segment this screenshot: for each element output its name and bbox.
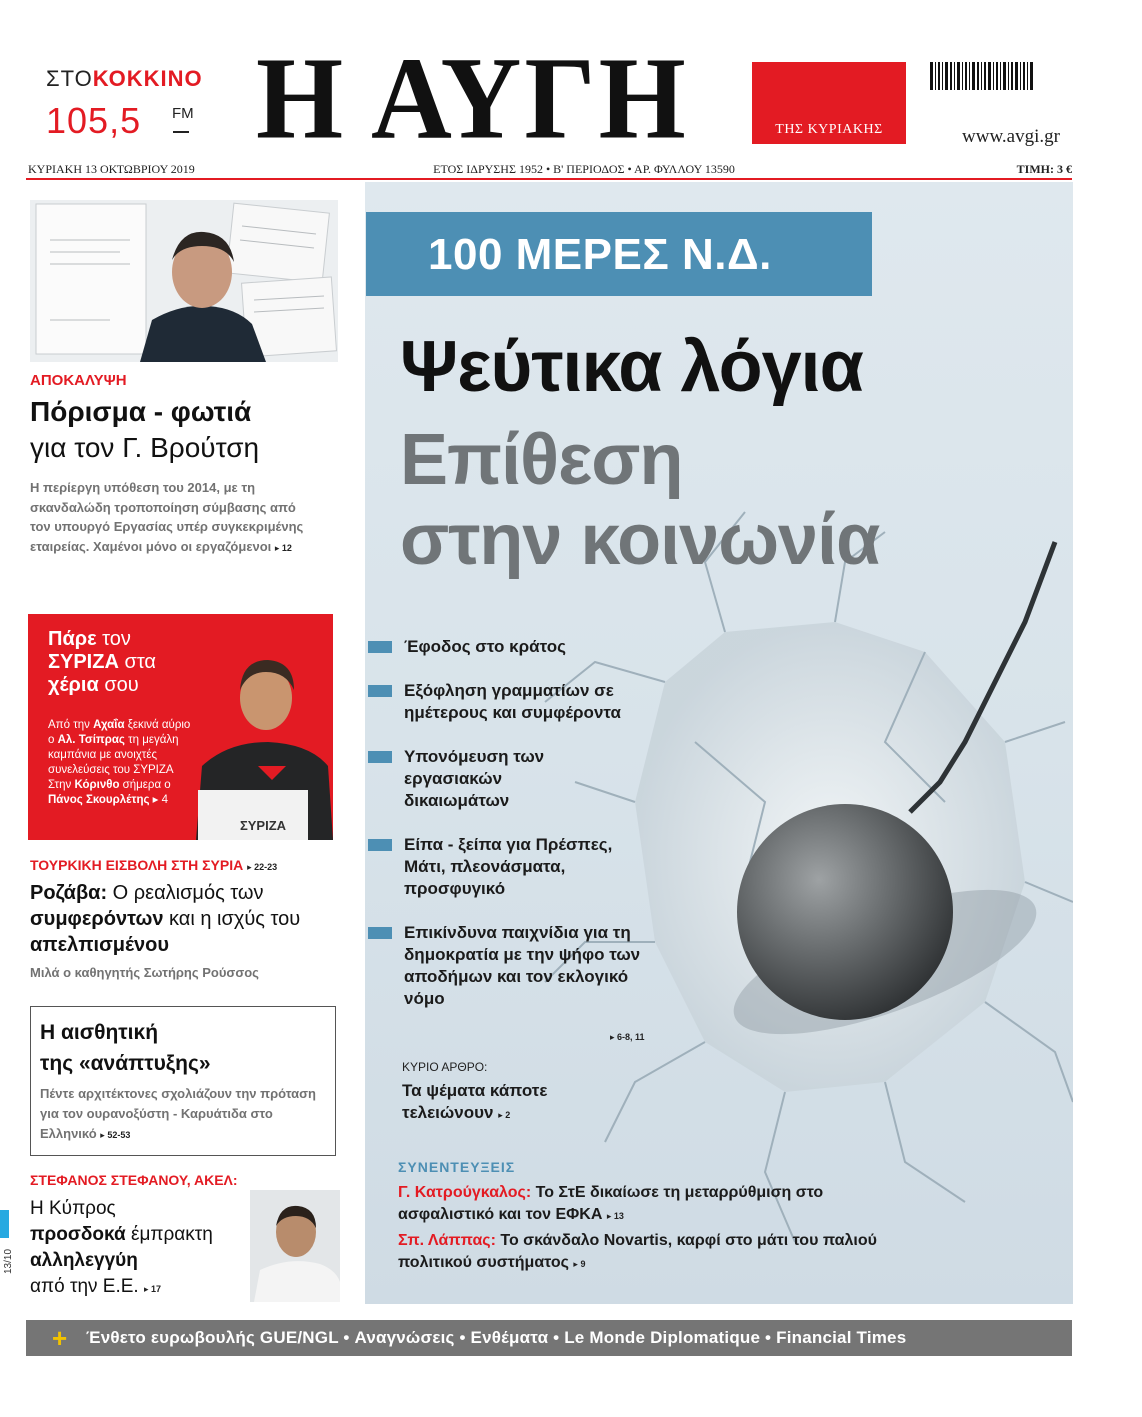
syriza-ad[interactable] bbox=[28, 614, 333, 840]
revelation-label: ΑΠΟΚΑΛΥΨΗ bbox=[30, 372, 127, 389]
interview-item[interactable] bbox=[398, 1182, 918, 1227]
main-banner-text: 100 ΜΕΡΕΣ Ν.Δ. bbox=[428, 230, 772, 279]
radio-logo-red: ΚΟΚΚΙΝΟ bbox=[92, 66, 203, 91]
main-headline[interactable]: Ψεύτικα λόγια bbox=[400, 327, 863, 407]
main-article-label: ΚΥΡΙΟ ΑΡΘΡΟ: bbox=[402, 1060, 488, 1074]
masthead-rule bbox=[26, 178, 1072, 180]
page-ref: ▸ 22-23 bbox=[247, 862, 278, 872]
syriza-headline: Πάρε τον ΣΥΡΙΖΑ στα χέρια σου bbox=[48, 628, 156, 696]
main-bullets bbox=[368, 636, 668, 1032]
page-ref: ▸ 13 bbox=[606, 1211, 624, 1221]
main-article-ref: ▸ 2 bbox=[498, 1110, 511, 1120]
page-ref: ▸ 52-53 bbox=[100, 1130, 131, 1140]
syriza-text: Από την Αχαΐα ξεκινά αύριο ο Αλ. Τσίπρας τη μεγάλη καμπάνια με ανοιχτές συνελεύσεις του ΣΥΡΙΖΑ Στην Κόρινθο σήμερα ο Πάνος Σκουρλέτης ▸ 4 bbox=[48, 719, 191, 806]
anaptyxi-text: Πέντε αρχιτέκτονες σχολιάζουν την πρόταση για τον ουρανοξύστη - Καρυάτιδα στο Ελληνικό ▸ 52-53 bbox=[40, 1086, 316, 1141]
porisma-headline[interactable]: Πόρισμα - φωτιά bbox=[30, 396, 252, 427]
stefanou-label: ΣΤΕΦΑΝΟΣ ΣΤΕΦΑΝΟΥ, ΑΚΕΛ: bbox=[30, 1172, 238, 1188]
interview-text: Το σκάνδαλο Novartis, καρφί στο μάτι του παλιού πολιτικού συστήματος bbox=[398, 1232, 877, 1271]
barcode-icon bbox=[930, 62, 1070, 100]
website-url[interactable]: www.avgi.gr bbox=[962, 126, 1060, 147]
radio-fm-label: FM bbox=[172, 105, 194, 122]
newspaper-title: Η ΑΥΓΗ bbox=[256, 33, 689, 164]
main-article-title[interactable]: Τα ψέματα κάποτε τελειώνουν ▸ 2 bbox=[402, 1081, 548, 1122]
bullet-item: Υπονόμευση των εργασιακών δικαιωμάτων bbox=[368, 746, 608, 812]
main-subhead-line2: στην κοινωνία bbox=[400, 500, 880, 580]
page-ref: ▸ 4 bbox=[152, 794, 169, 806]
supplements-text: Ένθετο ευρωβουλής GUE/NGL • Αναγνώσεις • Ενθέματα • Le Monde Diplomatique • Financial Times bbox=[86, 1328, 907, 1347]
rozava-headline[interactable]: Ροζάβα: Ο ρεαλισμός των συμφερόντων και η ισχύς του απελπισμένου bbox=[30, 882, 301, 956]
side-date: 13/10 bbox=[3, 1248, 15, 1275]
interviewee-name: Γ. Κατρούγκαλος: bbox=[398, 1184, 532, 1201]
page-ref: ▸ 9 bbox=[573, 1259, 586, 1269]
porisma-text: Η περίεργη υπόθεση του 2014, με τη σκανδαλώδη τροποποίηση σύμβασης από τον υπουργό Εργασίας υπέρ συγκεκριμένης εταιρείας. Χαμένοι μόνο οι εργαζόμενοι ▸ 12 bbox=[30, 480, 304, 554]
page-ref: ▸ 12 bbox=[274, 542, 292, 553]
interview-item[interactable] bbox=[398, 1230, 928, 1275]
bullet-item: Επικίνδυνα παιχνίδια για τη δημοκρατία με την ψήφο των αποδήμων και τον εκλογικό νόμο bbox=[368, 922, 658, 1010]
main-subhead-line1: Επίθεση bbox=[400, 420, 683, 500]
turkish-invasion-label: ΤΟΥΡΚΙΚΗ ΕΙΣΒΟΛΗ ΣΤΗ ΣΥΡΙΑ ▸ 22-23 bbox=[30, 857, 278, 873]
rozava-subtitle: Μιλά ο καθηγητής Σωτήρης Ρούσσος bbox=[30, 965, 259, 980]
vroutsis-photo bbox=[30, 200, 338, 362]
porisma-subheadline[interactable]: για τον Γ. Βρούτση bbox=[30, 432, 260, 463]
anaptyxi-headline: Η αισθητική της «ανάπτυξης» bbox=[40, 1021, 211, 1075]
edition-badge bbox=[752, 62, 906, 144]
page-ref: ▸ 17 bbox=[143, 1284, 162, 1294]
issue-date: ΚΥΡΙΑΚΗ 13 ΟΚΤΩΒΡΙΟΥ 2019 bbox=[28, 162, 195, 176]
interview-text: Το ΣτΕ δικαίωσε τη μεταρρύθμιση στο ασφαλιστικό και τον ΕΦΚΑ bbox=[398, 1184, 824, 1223]
syriza-podium-label: ΣΥΡΙΖΑ bbox=[239, 818, 287, 833]
price: ΤΙΜΗ: 3 € bbox=[1016, 162, 1072, 176]
side-tab bbox=[0, 1210, 9, 1238]
bullet-item: Έφοδος στο κράτος bbox=[368, 636, 608, 658]
main-subhead[interactable] bbox=[400, 420, 879, 580]
kypros-headline[interactable]: Η Κύπρος προσδοκά έμπρακτη αλληλεγγύη από την Ε.Ε. ▸ 17 bbox=[30, 1198, 213, 1297]
bullet-item: Είπα - ξείπα για Πρέσπες, Μάτι, πλεονάσματα, προσφυγικό bbox=[368, 834, 658, 900]
bullet-item: Εξόφληση γραμματίων σε ημέτερους και συμφέροντα bbox=[368, 680, 648, 724]
radio-dash bbox=[173, 131, 189, 133]
wrecking-ball bbox=[737, 804, 953, 1020]
main-banner bbox=[366, 212, 872, 296]
radio-frequency: 105,5 bbox=[46, 100, 142, 141]
interviewee-name: Σπ. Λάππας: bbox=[398, 1232, 496, 1249]
anaptyxi-box[interactable] bbox=[30, 1006, 336, 1156]
stefanou-photo bbox=[250, 1190, 340, 1302]
plus-icon: + bbox=[52, 1323, 68, 1353]
interviews-label: ΣΥΝΕΝΤΕΥΞΕΙΣ bbox=[398, 1159, 516, 1175]
vroutsis-image bbox=[30, 200, 338, 362]
stefanou-image bbox=[250, 1190, 340, 1302]
radio-logo: ΣΤΟΚΟΚΚΙΝΟ bbox=[46, 66, 203, 91]
main-page-ref: ▸ 6-8, 11 bbox=[610, 1032, 645, 1042]
edition-label: ΤΗΣ ΚΥΡΙΑΚΗΣ bbox=[775, 122, 883, 137]
issue-info: ΕΤΟΣ ΙΔΡΥΣΗΣ 1952 • Β' ΠΕΡΙΟΔΟΣ • ΑΡ. ΦΥΛΛΟΥ 13590 bbox=[433, 162, 735, 176]
